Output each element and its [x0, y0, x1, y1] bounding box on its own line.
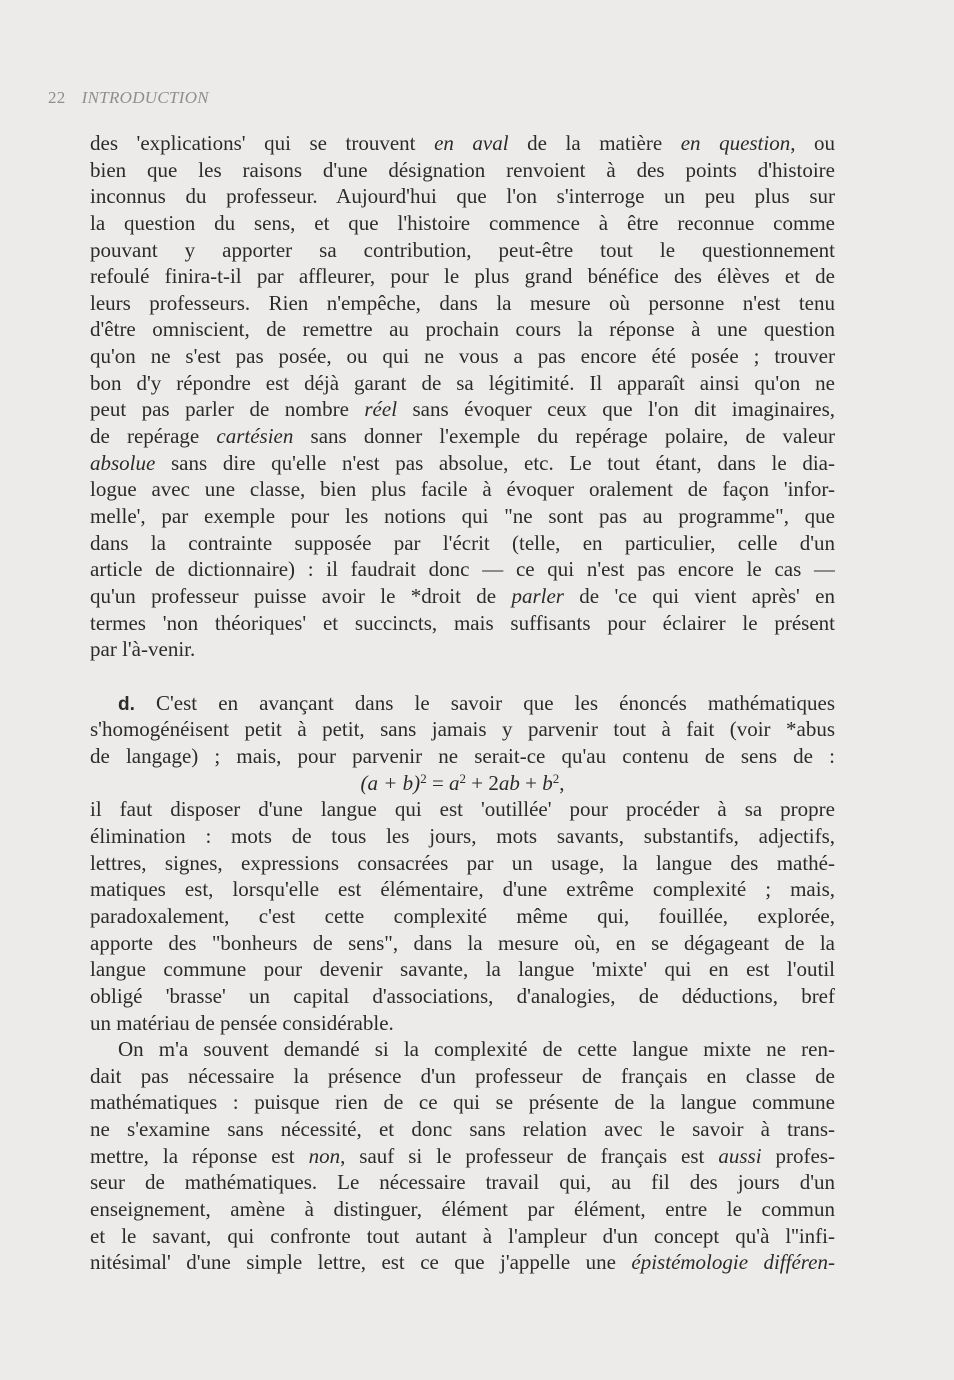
text-line: seur de mathématiques. Le nécessaire travail qui, au fil des jours d'un	[90, 1170, 835, 1195]
text-line: On m'a souvent demandé si la complexité de cette langue mixte ne ren-	[118, 1037, 835, 1062]
text-line: s'homogénéisent petit à petit, sans jamais y parvenir tout à fait (voir *abus	[90, 717, 835, 742]
text-line: de langage) ; mais, pour parvenir ne serait-ce qu'au contenu de sens de :	[90, 744, 835, 769]
text-line: d'être omniscient, de remettre au prochain cours la réponse à une question	[90, 317, 835, 342]
text-line: apporte des "bonheurs de sens", dans la mesure où, en se dégageant de la	[90, 930, 835, 955]
text-line: et le savant, qui confronte tout autant à l'ampleur d'un concept qu'à l''infi-	[90, 1223, 835, 1248]
body-text	[90, 130, 835, 1276]
text-line: logue avec une classe, bien plus facile à évoquer oralement de façon 'infor-	[90, 477, 835, 502]
text-line: peut pas parler de nombre réel sans évoquer ceux que l'on dit imaginaires,	[90, 397, 835, 422]
text-line: inconnus du professeur. Aujourd'hui que l'on s'interroge un peu plus sur	[90, 184, 835, 209]
text-line: obligé 'brasse' un capital d'associations, d'analogies, de déductions, bref	[90, 983, 835, 1008]
text-line: qu'un professeur puisse avoir le *droit de parler de 'ce qui vient après' en	[90, 583, 835, 608]
text-line: par l'à-venir.	[90, 637, 196, 662]
text-line: un matériau de pensée considérable.	[90, 1010, 394, 1035]
text-line: mettre, la réponse est non, sauf si le professeur de français est aussi profes-	[90, 1143, 835, 1168]
text-line: enseignement, amène à distinguer, élément par élément, entre le commun	[90, 1196, 835, 1221]
text-line: termes 'non théoriques' et succincts, mais suffisants pour éclairer le présent	[90, 610, 835, 635]
paragraph-e	[90, 1036, 835, 1276]
section-title: INTRODUCTION	[81, 88, 209, 107]
text-line: paradoxalement, c'est cette complexité même qui, fouillée, explorée,	[90, 903, 835, 928]
text-line: mathématiques : puisque rien de ce qui se présente de la langue commune	[90, 1090, 835, 1115]
text-line: bien que les raisons d'une désignation renvoient à des points d'histoire	[90, 157, 835, 182]
text-line: élimination : mots de tous les jours, mots savants, substantifs, adjectifs,	[90, 824, 835, 849]
paragraph-label: d.	[118, 693, 135, 715]
text-line: des 'explications' qui se trouvent en aval de la matière en question, ou	[90, 131, 835, 155]
text-line: nitésimal' d'une simple lettre, est ce que j'appelle une épistémologie différen-	[90, 1250, 835, 1275]
text-line: leurs professeurs. Rien n'empêche, dans la mesure où personne n'est tenu	[90, 290, 835, 315]
text-line: dans la contrainte supposée par l'écrit (telle, en particulier, celle d'un	[90, 530, 835, 555]
text-line: ne s'examine sans nécessité, et donc sans relation avec le savoir à trans-	[90, 1117, 835, 1142]
text-line: qu'on ne s'est pas posée, ou qui ne vous a pas encore été posée ; trouver	[90, 344, 835, 369]
running-head	[48, 88, 209, 108]
paragraph-d-continued	[90, 796, 835, 1036]
text-line: refoulé finira-t-il par affleurer, pour le plus grand bénéfice des élèves et de	[90, 264, 835, 289]
text-line: dait pas nécessaire la présence d'un professeur de français en classe de	[90, 1063, 835, 1088]
page-number: 22	[48, 88, 66, 107]
text-line: langue commune pour devenir savante, la langue 'mixte' qui en est l'outil	[90, 957, 835, 982]
text-line: il faut disposer d'une langue qui est 'outillée' pour procéder à sa propre	[90, 797, 835, 822]
text-line: matiques est, lorsqu'elle est élémentaire, d'une extrême complexité ; mais,	[90, 877, 835, 902]
formula: $(a + b)^2 = a^2 + 2ab + b^2$,	[360, 770, 565, 795]
text-line: lettres, signes, expressions consacrées par un usage, la langue des mathé-	[90, 850, 835, 875]
paragraph-d	[90, 690, 835, 770]
text-line: de repérage cartésien sans donner l'exemple du repérage polaire, de valeur	[90, 424, 835, 449]
text-line: d. C'est en avançant dans le savoir que les énoncés mathématiques	[118, 690, 835, 715]
paragraph-c-continuation	[90, 130, 835, 663]
text-line: melle', par exemple pour les notions qui "ne sont pas au programme", que	[90, 503, 835, 528]
text-line: bon d'y répondre est déjà garant de sa légitimité. Il apparaît ainsi qu'on ne	[90, 370, 835, 395]
text-line: article de dictionnaire) : il faudrait donc — ce qui n'est pas encore le cas —	[90, 557, 835, 582]
text-line: la question du sens, et que l'histoire commence à être reconnue comme	[90, 210, 835, 235]
text-line: absolue sans dire qu'elle n'est pas absolue, etc. Le tout étant, dans le dia-	[90, 450, 835, 475]
text-line: pouvant y apporter sa contribution, peut-être tout le questionnement	[90, 237, 835, 262]
